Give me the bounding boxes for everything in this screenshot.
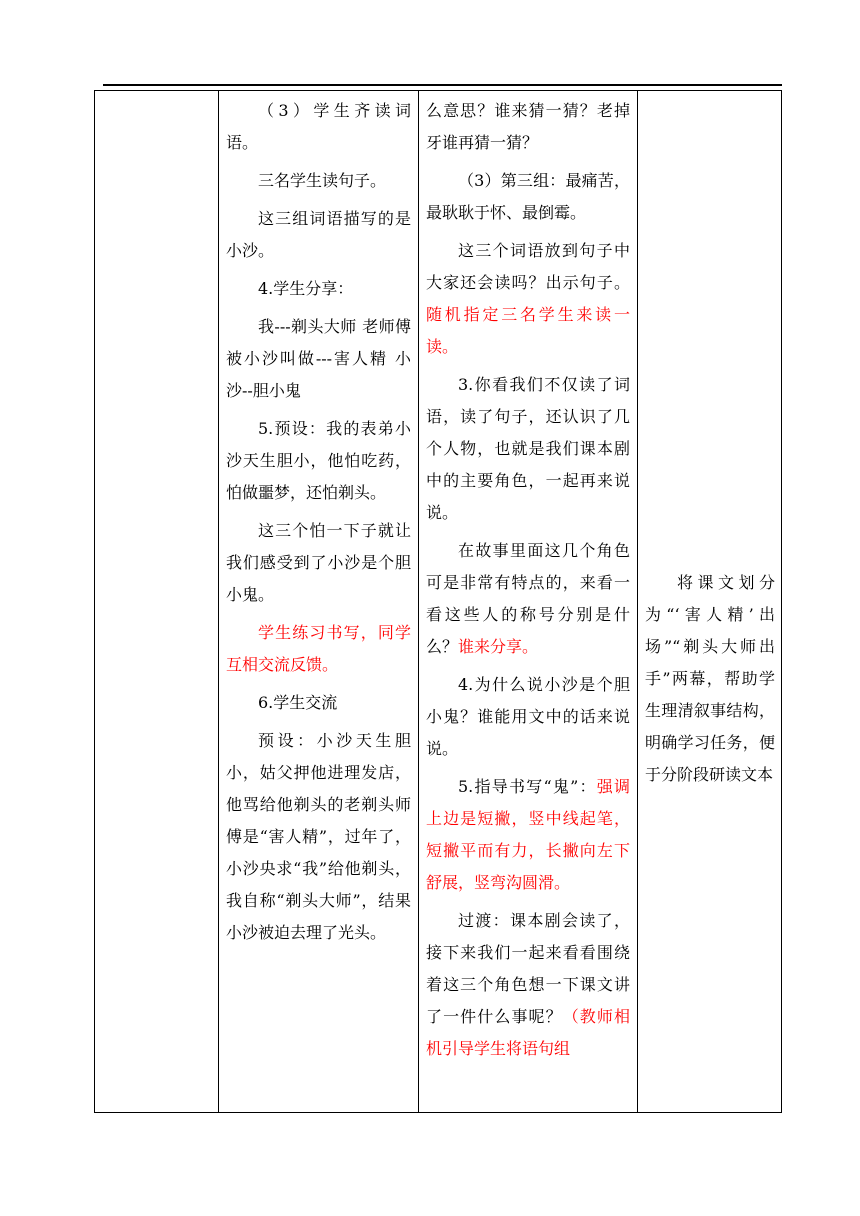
design-intent-cell: [638, 91, 782, 1113]
student-activity-text: 6.学生交流: [258, 693, 338, 712]
teacher-activity-highlight: 谁来分享。: [458, 637, 539, 656]
teacher-activity-text: 么意思？谁来猜一猜？老掉牙谁再猜一猜？: [426, 101, 630, 152]
student-activity-text: 这三组词语描写的是小沙。: [226, 209, 411, 260]
teacher-activity-text: 3.你看我们不仅读了词语，读了句子，还认识了几个人物，也就是我们课本剧中的主要角色，一起再来说说。: [426, 375, 630, 522]
teacher-activity-text: 过渡：课本剧会读了，接下来我们一起来看看围绕着这三个角色想一下课文讲了一件什么事呢？: [426, 911, 630, 1026]
teacher-activity-text: 4.为什么说小沙是个胆小鬼？谁能用文中的话来说说。: [426, 675, 630, 758]
stage-column-cell: [95, 91, 219, 1113]
teacher-activity-paragraph: [426, 905, 630, 1065]
header-rule: [103, 84, 782, 86]
teacher-activity-text: 这三个词语放到句子中大家还会读吗？出示句子。: [426, 241, 630, 292]
teacher-activity-highlight: 随机指定三名学生来读一读。: [426, 305, 630, 356]
student-activity-text: 4.学生分享：: [258, 279, 354, 298]
lesson-plan-table: [94, 90, 782, 1113]
student-activity-text: 我---剃头大师 老师傅被小沙叫做---害人精 小沙--胆小鬼: [226, 317, 411, 400]
student-activity-text: 5.预设：我的表弟小沙天生胆小，他怕吃药，怕做噩梦，还怕剃头。: [226, 419, 411, 502]
teacher-activity-paragraph: [426, 235, 630, 363]
student-activity-cell: [219, 91, 419, 1113]
teacher-activity-paragraph: [426, 535, 630, 663]
teacher-activity-cell: [419, 91, 638, 1113]
student-activity-text: 预设：小沙天生胆小，姑父押他进理发店，他骂给他剃头的老剃头师傅是“害人精”，过年了，小沙央求“我”给他剃头，我自称“剃头大师”，结果小沙被迫去理了光头。: [226, 731, 411, 942]
student-activity-highlight: 学生练习书写，同学互相交流反馈。: [226, 623, 411, 674]
teacher-activity-highlight: （教师相机引导学生将语句组: [426, 1007, 630, 1058]
student-activity-text: （3）学生齐读词语。: [226, 101, 411, 152]
student-activity-text: 这三个怕一下子就让我们感受到了小沙是个胆小鬼。: [226, 521, 411, 604]
teacher-activity-highlight: 强调上边是短撇，竖中线起笔，短撇平而有力，长撇向左下舒展，竖弯沟圆滑。: [426, 777, 630, 892]
teacher-activity-paragraph: [426, 771, 630, 899]
teacher-activity-text: 在故事里面这几个角色可是非常有特点的，来看一看这些人的称号分别是什么？: [426, 541, 630, 656]
teacher-activity-text: （3）第三组：最痛苦，最耿耿于怀、最倒霉。: [426, 171, 630, 222]
table-row: [95, 91, 782, 1113]
student-activity-text: 三名学生读句子。: [258, 171, 387, 190]
design-intent-text: 将课文划分为“‘害人精’出场”“剃头大师出手”两幕，帮助学生理清叙事结构，明确学习任务，便于分阶段研读文本: [645, 573, 775, 784]
teacher-activity-text: 5.指导书写“鬼”：: [458, 777, 597, 796]
